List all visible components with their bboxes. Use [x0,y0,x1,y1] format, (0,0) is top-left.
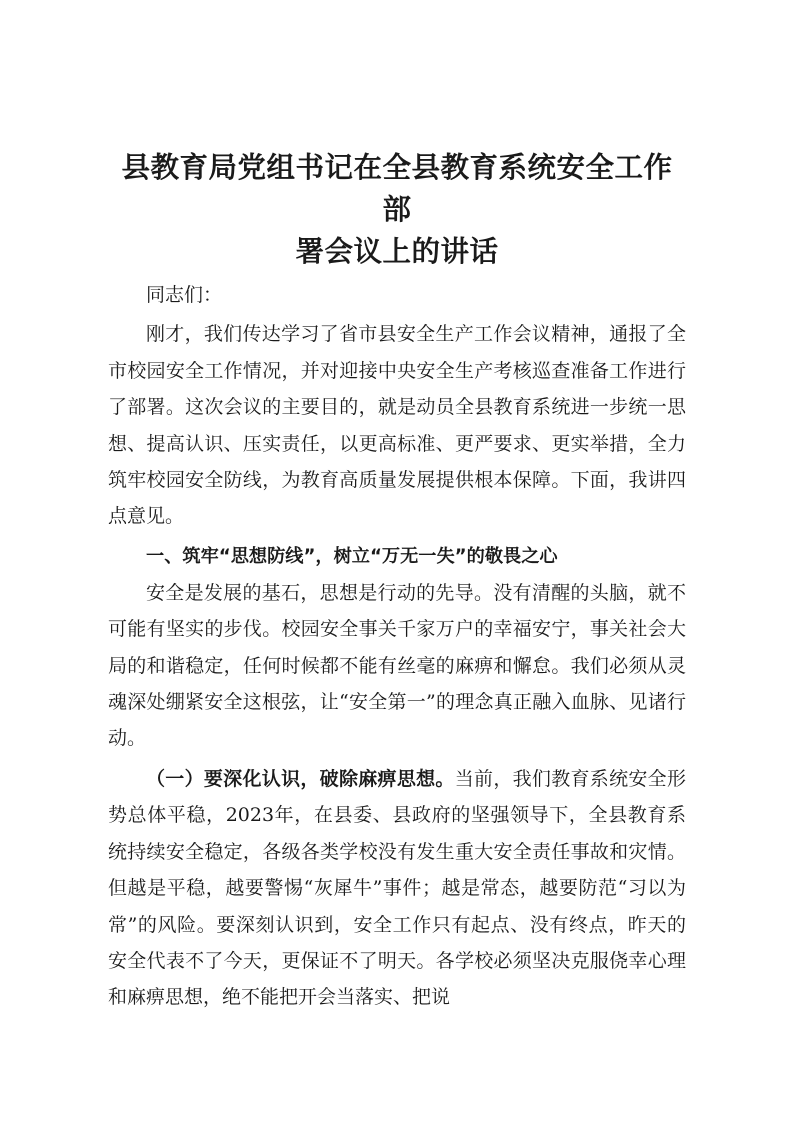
intro-paragraph: 刚才，我们传达学习了省市县安全生产工作会议精神，通报了全市校园安全工作情况，并对迎接中央安全生产考核巡查准备工作进行了部署。这次会议的主要目的，就是动员全县教育系统进一步统一思想、提高认识、压实责任，以更高标准、更严要求、更实举措，全力筑牢校园安全防线，为教育高质量发展提供根本保障。下面，我讲四点意见。 [108,323,686,528]
document-page [108,146,686,1016]
section-1-paragraph: 安全是发展的基石，思想是行动的先导。没有清醒的头脑，就不可能有坚实的步伐。校园安全事关千家万户的幸福安宁，事关社会大局的和谐稳定，任何时候都不能有丝毫的麻痹和懈怠。我们必须从灵魂深处绷紧安全这根弦，让“安全第一”的理念真正融入血脉、见诸行动。 [108,581,686,750]
subsection-1-text: 当前，我们教育系统安全形势总体平稳，2023年，在县委、县政府的坚强领导下，全县教育系统持续安全稳定，各级各类学校没有发生重大安全责任事故和灾情。但越是平稳，越要警惕“灰犀牛”事件；越是常态，越要防范“习以为常”的风险。要深刻认识到，安全工作只有起点、没有终点，昨天的安全代表不了今天，更保证不了明天。各学校必须坚决克服侥幸心理和麻痹思想，绝不能把开会当落实、把说 [108,767,686,1009]
subsection-1-lead: （一）要深化认识，破除麻痹思想。 [146,767,455,790]
document-title [108,146,686,272]
greeting: 同志们： [146,284,223,306]
title-line-2: 署会议上的讲话 [295,234,499,268]
subsection-1-paragraph [108,761,686,1016]
title-line-1: 县教育局党组书记在全县教育系统安全工作部 [121,150,673,226]
section-1-heading: 一、筑牢“思想防线”，树立“万无一失”的敬畏之心 [146,545,558,567]
